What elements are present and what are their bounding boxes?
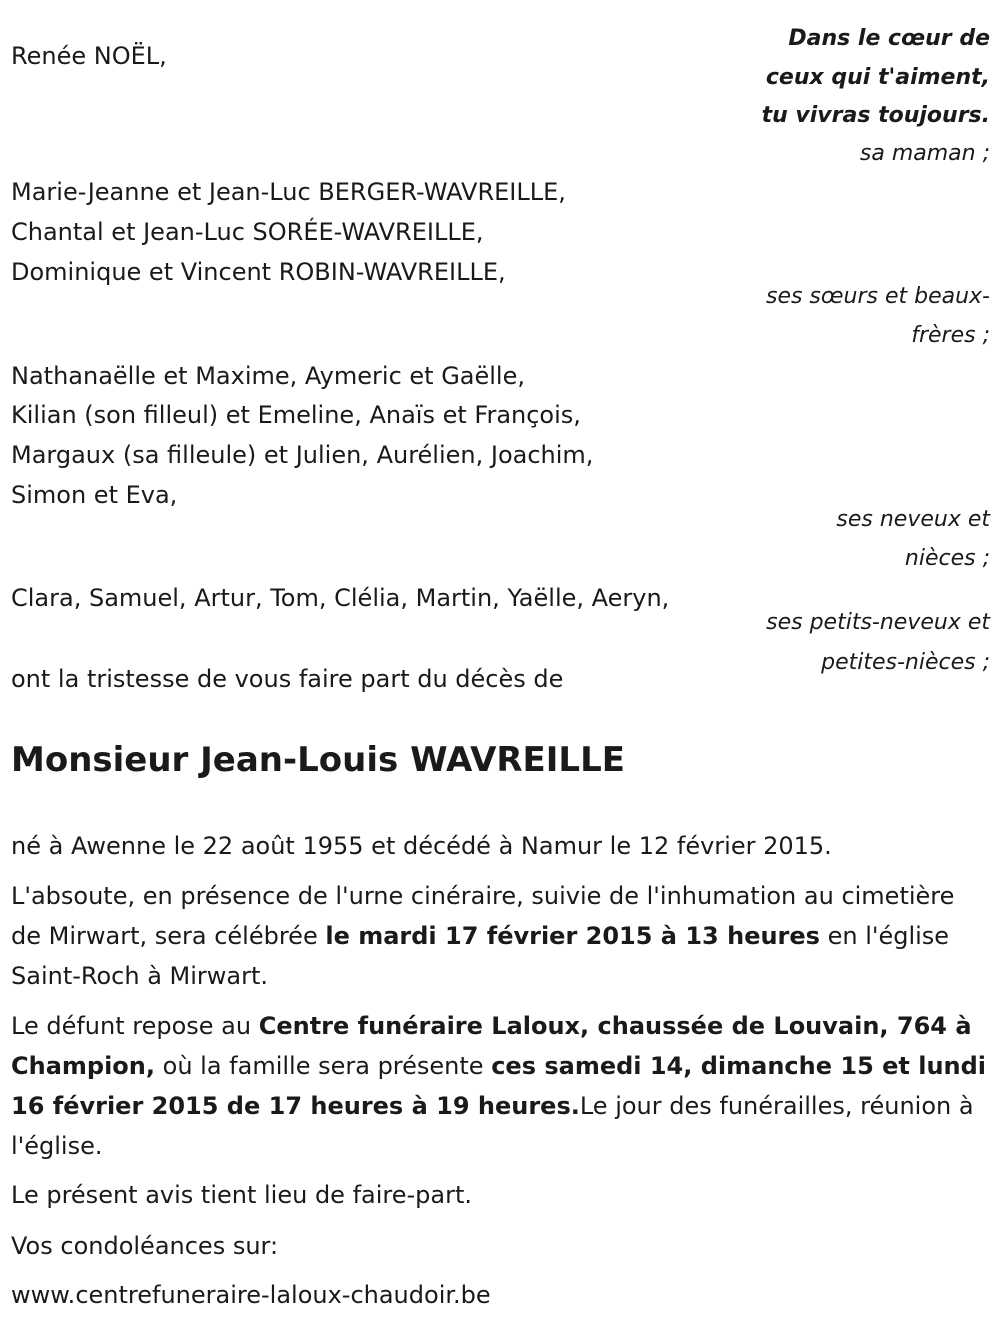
nephews-role-line-2: nièces ; bbox=[904, 546, 990, 571]
motto-line-2: ceux qui t'aiment, bbox=[765, 65, 990, 90]
mother-role: sa maman ; bbox=[859, 141, 990, 166]
nephew-line-2: Kilian (son filleul) et Emeline, Anaïs et François, bbox=[11, 401, 581, 429]
announcement: ont la tristesse de vous faire part du décès de bbox=[11, 665, 564, 693]
visitation-paragraph bbox=[11, 1006, 991, 1166]
grand-nephews-role-line-2: petites-nièces ; bbox=[821, 650, 990, 675]
condolences-label: Vos condoléances sur: bbox=[11, 1232, 279, 1260]
grand-nephews-role-line-1: ses petits-neveux et bbox=[766, 610, 990, 635]
sibling-line-1: Marie-Jeanne et Jean-Luc BERGER-WAVREILLE, bbox=[11, 178, 566, 206]
motto-line-3: tu vivras toujours. bbox=[761, 103, 990, 128]
website-paragraph bbox=[11, 1275, 991, 1315]
condolences-paragraph bbox=[11, 1226, 991, 1266]
deceased-name: Monsieur Jean-Louis WAVREILLE bbox=[11, 740, 625, 780]
visitation-text-2: où la famille sera présente bbox=[155, 1052, 492, 1080]
ceremony-text-2: en l'église Saint-Roch à Mirwart. bbox=[11, 922, 950, 990]
ceremony-text-1: L'absoute, en présence de l'urne cinéraire, suivie de l'inhumation au cimetière de Mirwart, sera célébrée bbox=[11, 882, 955, 950]
visitation-text-3: Le jour des funérailles, réunion à l'église. bbox=[11, 1092, 974, 1160]
sibling-line-2: Chantal et Jean-Luc SORÉE-WAVREILLE, bbox=[11, 218, 484, 246]
visitation-place: Centre funéraire Laloux, chaussée de Louvain, 764 à Champion, bbox=[11, 1012, 972, 1080]
website-link[interactable]: www.centrefuneraire-laloux-chaudoir.be bbox=[11, 1281, 491, 1309]
nephew-line-4: Simon et Eva, bbox=[11, 481, 178, 509]
ceremony-date: le mardi 17 février 2015 à 13 heures bbox=[325, 922, 820, 950]
notice-text: Le présent avis tient lieu de faire-part. bbox=[11, 1181, 473, 1209]
visitation-text-1: Le défunt repose au bbox=[11, 1012, 259, 1040]
motto-line-1: Dans le cœur de bbox=[788, 26, 990, 51]
nephew-line-1: Nathanaëlle et Maxime, Aymeric et Gaëlle, bbox=[11, 362, 525, 390]
ceremony-paragraph bbox=[11, 876, 991, 996]
birth-death-text: né à Awenne le 22 août 1955 et décédé à Namur le 12 février 2015. bbox=[11, 832, 832, 860]
mother-name: Renée NOËL, bbox=[11, 42, 167, 70]
grand-nephews-line: Clara, Samuel, Artur, Tom, Clélia, Martin, Yaëlle, Aeryn, bbox=[11, 584, 670, 612]
siblings-role-line-2: frères ; bbox=[911, 323, 990, 348]
visitation-dates: ces samedi 14, dimanche 15 et lundi 16 février 2015 de 17 heures à 19 heures. bbox=[11, 1052, 987, 1120]
siblings-role-line-1: ses sœurs et beaux- bbox=[765, 284, 990, 309]
nephews-role-line-1: ses neveux et bbox=[836, 507, 990, 532]
nephew-line-3: Margaux (sa filleule) et Julien, Aurélien, Joachim, bbox=[11, 441, 594, 469]
birth-death-paragraph bbox=[11, 826, 991, 866]
notice-paragraph bbox=[11, 1175, 991, 1215]
sibling-line-3: Dominique et Vincent ROBIN-WAVREILLE, bbox=[11, 258, 506, 286]
